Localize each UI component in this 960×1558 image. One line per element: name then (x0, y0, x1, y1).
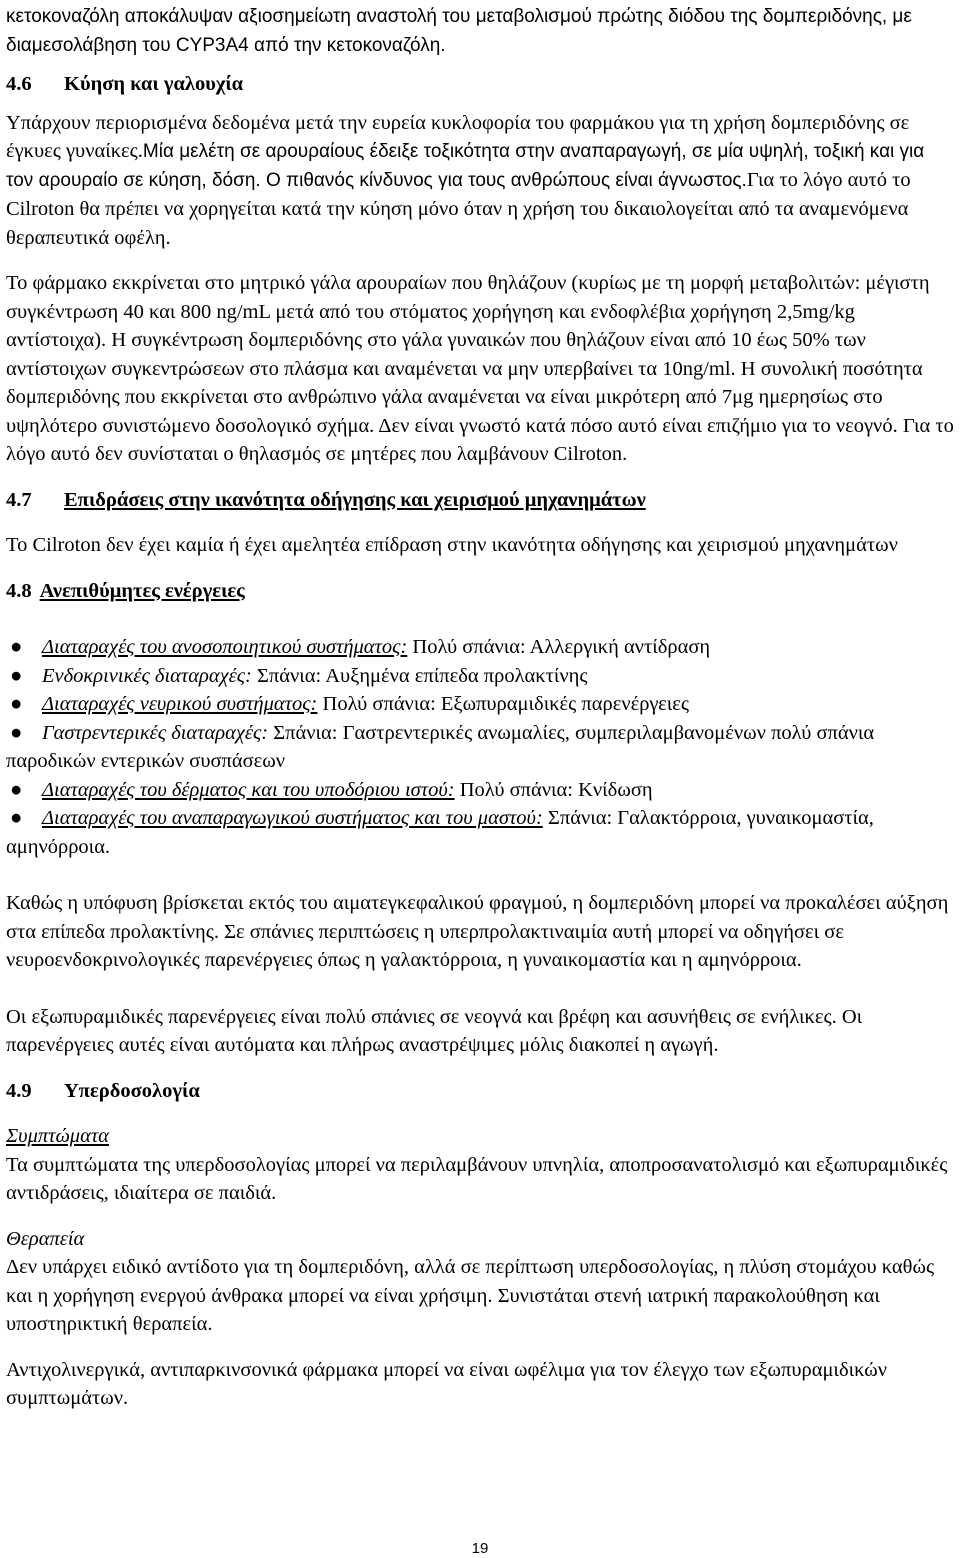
page-number: 19 (471, 1540, 489, 1557)
section-heading-4-9 (6, 1077, 954, 1106)
section-title: Επιδράσεις στην ικανότητα οδήγησης και χειρισμού μηχανημάτων (64, 488, 646, 511)
section-title: Ανεπιθύμητες ενέργειες (39, 579, 245, 602)
adverse-category: Διαταραχές του αναπαραγωγικού συστήματος και του μαστού: (42, 807, 543, 829)
bullet-icon: ● (10, 636, 23, 658)
section-number: 4.6 (6, 73, 32, 95)
adverse-effect: Γαστρεντερικές ανωμαλίες, συμπεριλαμβανομένων πολύ σπάνια παροδικών εντερικών συσπάσεων (6, 721, 875, 772)
adverse-frequency: Σπάνια: (273, 721, 338, 744)
section-heading-4-7 (6, 486, 954, 515)
bullet-icon: ● (10, 807, 23, 829)
adverse-effect: Γαλακτόρροια, γυναικομαστία, αμηνόρροια. (6, 807, 874, 858)
paragraph-ketoconazole: κετοκοναζόλη αποκάλυψαν αξιοσημείωτη αναστολή του μεταβολισμού πρώτης διόδου της δομπεριδόνης, με διαμεσολάβηση του CYP3A4 από την κετοκοναζόλη. (6, 6, 912, 56)
adverse-category: Διαταραχές του ανοσοποιητικού συστήματος: (42, 636, 408, 658)
adverse-frequency: Σπάνια: (256, 664, 322, 687)
list-item (6, 690, 954, 719)
adverse-frequency: Πολύ σπάνια: (459, 778, 573, 801)
list-item (6, 776, 954, 805)
list-item (6, 633, 954, 662)
bullet-icon: ● (10, 664, 23, 687)
pregnancy-text-end: Για το λόγο αυτό το Cilroton θα πρέπει να χορηγείται κατά την κύηση μόνο όταν η χρήση του δικαιολογείται από τα αναμενόμενα θεραπευτικά οφέλη. (6, 169, 911, 249)
paragraph-driving: Το Cilroton δεν έχει καμία ή έχει αμελητέα επίδραση στην ικανότητα οδήγησης και χειρισμού μηχανημάτων (6, 534, 898, 556)
document-page (6, 0, 954, 1413)
bullet-icon: ● (10, 721, 23, 744)
adverse-category: Ενδοκρινικές διαταραχές: (42, 664, 252, 687)
paragraph-pregnancy (6, 109, 954, 253)
paragraph-extrapyramidal: Οι εξωπυραμιδικές παρενέργειες είναι πολύ σπάνιες σε νεογνά και βρέφη και ασυνήθεις σε ενήλικες. Οι παρενέργειες αυτές είναι αυτόματα και πλήρως αναστρέψιμες μόλις διακοπεί η αγωγή. (6, 1005, 863, 1056)
adverse-effect: Κνίδωση (578, 778, 653, 801)
adverse-effect: Αλλεργική αντίδραση (529, 636, 711, 658)
adverse-effect: Εξωπυραμιδικές παρενέργειες (440, 693, 689, 715)
section-number: 4.8 (6, 579, 32, 602)
subheading-therapy: Θεραπεία (6, 1227, 85, 1250)
adverse-category: Διαταραχές του δέρματος και του υποδόριου ιστού: (42, 778, 455, 801)
section-title: Κύηση και γαλουχία (64, 73, 244, 95)
paragraph-anticholinergics: Αντιχολινεργικά, αντιπαρκινσονικά φάρμακα μπορεί να είναι ωφέλιμα για τον έλεγχο των εξωπυραμιδικών συμπτωμάτων. (6, 1358, 888, 1409)
subheading-symptoms: Συμπτώματα (6, 1125, 109, 1147)
list-item (6, 719, 954, 776)
adverse-frequency: Σπάνια: (547, 807, 613, 829)
adverse-effect: Αυξημένα επίπεδα προλακτίνης (325, 664, 588, 687)
section-heading-4-8 (6, 577, 954, 606)
section-title: Υπερδοσολογία (64, 1079, 200, 1102)
paragraph-lactation: Το φάρμακο εκκρίνεται στο μητρικό γάλα αρουραίων που θηλάζουν (κυρίως με τη μορφή μεταβολιτών: μέγιστη συγκέντρωση 40 και 800 ng/mL μετά από του στόματος χορήγηση και ενδοφλέβια χορήγηση 2,5mg/kg αντίστοιχα). Η συγκέντρωση δομπεριδόνης στο γάλα γυναικών που θηλάζουν είναι από 10 έως 50% των αντίστοιχων συγκεντρώσεων στο πλάσμα και αναμένεται να μην υπερβαίνει τα 10ng/ml. Η συνολική ποσότητα δομπεριδόνης που εκκρίνεται στο ανθρώπινο γάλα αναμένεται να είναι μικρότερη από 7μg ημερησίως στο υψηλότερο συνιστώμενο δοσολογικό σχήμα. Δεν είναι γνωστό κατά πόσο αυτό είναι επιζήμιο για το νεογνό. Για το λόγο αυτό δεν συνίσταται ο θηλασμός σε μητέρες που λαμβάνουν Cilroton. (6, 272, 954, 465)
adverse-category: Διαταραχές νευρικού συστήματος: (42, 693, 318, 715)
section-number: 4.7 (6, 488, 32, 511)
list-item (6, 804, 954, 861)
pregnancy-text-serif: Υπάρχουν περιορισμένα δεδομένα μετά την ευρεία κυκλοφορία του φαρμάκου για τη χρήση δομπεριδόνης σε έγκυες γυναίκες. (6, 111, 910, 162)
section-number: 4.9 (6, 1079, 32, 1102)
bullet-icon: ● (10, 778, 23, 801)
section-heading-4-6 (6, 70, 954, 99)
paragraph-therapy: Δεν υπάρχει ειδικό αντίδοτο για τη δομπεριδόνη, αλλά σε περίπτωση υπερδοσολογίας, η πλύση στομάχου καθώς και η χορήγηση ενεργού άνθρακα μπορεί να είναι χρήσιμη. Συνιστάται στενή ιατρική παρακολούθηση και υποστηρικτική θεραπεία. (6, 1256, 935, 1335)
paragraph-symptoms: Τα συμπτώματα της υπερδοσολογίας μπορεί να περιλαμβάνουν υπνηλία, αποπροσανατολισμό και εξωπυραμιδικές αντιδράσεις, ιδιαίτερα σε παιδιά. (6, 1153, 948, 1204)
adverse-effects-list (6, 633, 954, 861)
paragraph-prolactin: Καθώς η υπόφυση βρίσκεται εκτός του αιματεγκεφαλικού φραγμού, η δομπεριδόνη μπορεί να προκαλέσει αύξηση στα επίπεδα προλακτίνης. Σε σπάνιες περιπτώσεις η υπερπρολακτιναιμία αυτή μπορεί να οδηγήσει σε νευροενδοκρινολογικές παρενέργειες όπως η γαλακτόρροια, η γυναικομαστία και η αμηνόρροια. (6, 892, 949, 971)
adverse-frequency: Πολύ σπάνια: (322, 693, 436, 715)
list-item (6, 662, 954, 691)
adverse-frequency: Πολύ σπάνια: (412, 636, 526, 658)
adverse-category: Γαστρεντερικές διαταραχές: (42, 721, 269, 744)
bullet-icon: ● (10, 693, 23, 715)
pregnancy-text-sans: Μία μελέτη σε αρουραίους έδειξε τοξικότητα στην αναπαραγωγή, σε μία υψηλή, τοξική και για τον αρουραίο σε κύηση, δόση. Ο πιθανός κίνδυνος για τους ανθρώπους είναι άγνωστος. (6, 141, 925, 191)
